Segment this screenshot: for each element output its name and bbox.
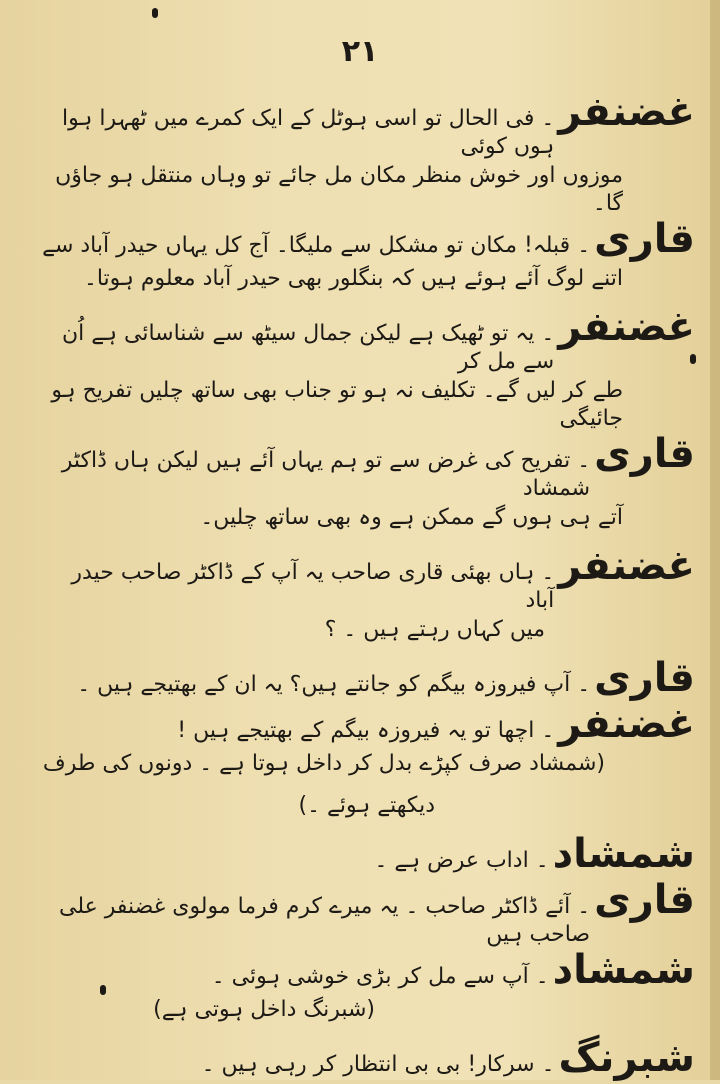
stage-direction	[40, 792, 695, 832]
line-text: ۔ یہ تو ٹھیک ہے لیکن جمال سیٹھ سے شناسائی ہے اُن سے مل کر	[61, 321, 555, 374]
stage-direction-text: دیکھتے ہوئے ۔)	[298, 793, 435, 818]
dialogue-line	[40, 1035, 695, 1082]
dialogue-line	[40, 831, 695, 878]
line-text: آتے ہی ہوں گے ممکن ہے وہ بھی ساتھ چلیں۔	[200, 505, 623, 530]
speaker-name: شمشاد	[552, 947, 695, 993]
speaker-name: غضنفر	[558, 543, 695, 589]
continuation-line	[40, 377, 695, 432]
line-text: طے کر لیں گے۔ تکلیف نہ ہو تو جناب بھی ساتھ چلیں تفریح ہو جائیگی	[51, 378, 623, 431]
stage-direction	[40, 750, 695, 790]
stage-direction-text: (شبرنگ داخل ہوتی ہے)	[153, 997, 375, 1022]
speaker-name: قاری	[594, 877, 695, 923]
speaker-name: قاری	[594, 655, 695, 701]
line-text: میں کہاں رہتے ہیں ۔ ؟	[324, 617, 545, 642]
line-text: ۔ آئے ڈاکٹر صاحب ۔ یہ میرے کرم فرما مولوی غضنفر علی صاحب ہیں	[59, 894, 591, 947]
stage-direction	[40, 996, 695, 1036]
dialogue-line	[40, 543, 695, 614]
line-text: ۔ آپ سے مل کر بڑی خوشی ہوئی ۔	[211, 964, 549, 989]
speaker-name: قاری	[594, 431, 695, 477]
speaker-name: غضنفر	[558, 304, 695, 350]
line-text: ۔ اچھا تو یہ فیروزہ بیگم کے بھتیجے ہیں !	[177, 718, 555, 743]
speaker-name: قاری	[594, 216, 695, 262]
line-text: ۔ قبلہ! مکان تو مشکل سے ملیگا۔ آج کل یہاں حیدر آباد سے	[42, 233, 591, 258]
line-text: موزوں اور خوش منظر مکان مل جائے تو وہاں منتقل ہو جاؤں گا۔	[55, 163, 623, 216]
dialogue-line	[40, 947, 695, 994]
continuation-line	[40, 504, 695, 544]
dialogue-line	[40, 877, 695, 948]
line-text: ۔ فی الحال تو اسی ہوٹل کے ایک کمرے میں ٹھہرا ہوا ہوں کوئی	[62, 106, 555, 159]
dialogue-line	[40, 431, 695, 502]
page-edge	[710, 0, 720, 1080]
dialogue-line	[40, 655, 695, 702]
line-text: ۔ اداب عرض ہے ۔	[374, 848, 549, 873]
speaker-name: غضنفر	[558, 89, 695, 135]
continuation-line	[40, 265, 695, 305]
speaker-name: شمشاد	[552, 831, 695, 877]
dialogue-line	[40, 89, 695, 160]
line-text: ۔ سرکار! بی بی انتظار کر رہی ہیں ۔	[201, 1052, 555, 1077]
ink-speck	[152, 8, 158, 18]
line-text: ۔ آپ فیروزہ بیگم کو جانتے ہیں؟ یہ ان کے بھتیجے ہیں ۔	[77, 672, 591, 697]
stage-direction-text: (شمشاد صرف کپڑے بدل کر داخل ہوتا ہے ۔ دونوں کی طرف	[42, 751, 605, 776]
continuation-line	[40, 616, 695, 656]
line-text: ۔ تفریح کی غرض سے تو ہم یہاں آئے ہیں لیکن ہاں ڈاکٹر شمشاد	[61, 448, 591, 501]
dialogue-line	[40, 701, 695, 748]
continuation-line	[40, 162, 695, 217]
dialogue-block	[40, 89, 695, 1084]
speaker-name: شبرنگ	[558, 1035, 695, 1081]
dialogue-line	[40, 216, 695, 263]
page-number: ۲۱	[341, 34, 379, 69]
line-text: اتنے لوگ آئے ہوئے ہیں کہ بنگلور بھی حیدر آباد معلوم ہوتا۔	[83, 266, 623, 291]
dialogue-line	[40, 304, 695, 375]
line-text: ۔ ہاں بھئی قاری صاحب یہ آپ کے ڈاکٹر صاحب حیدر آباد	[71, 560, 555, 613]
speaker-name: غضنفر	[558, 701, 695, 747]
